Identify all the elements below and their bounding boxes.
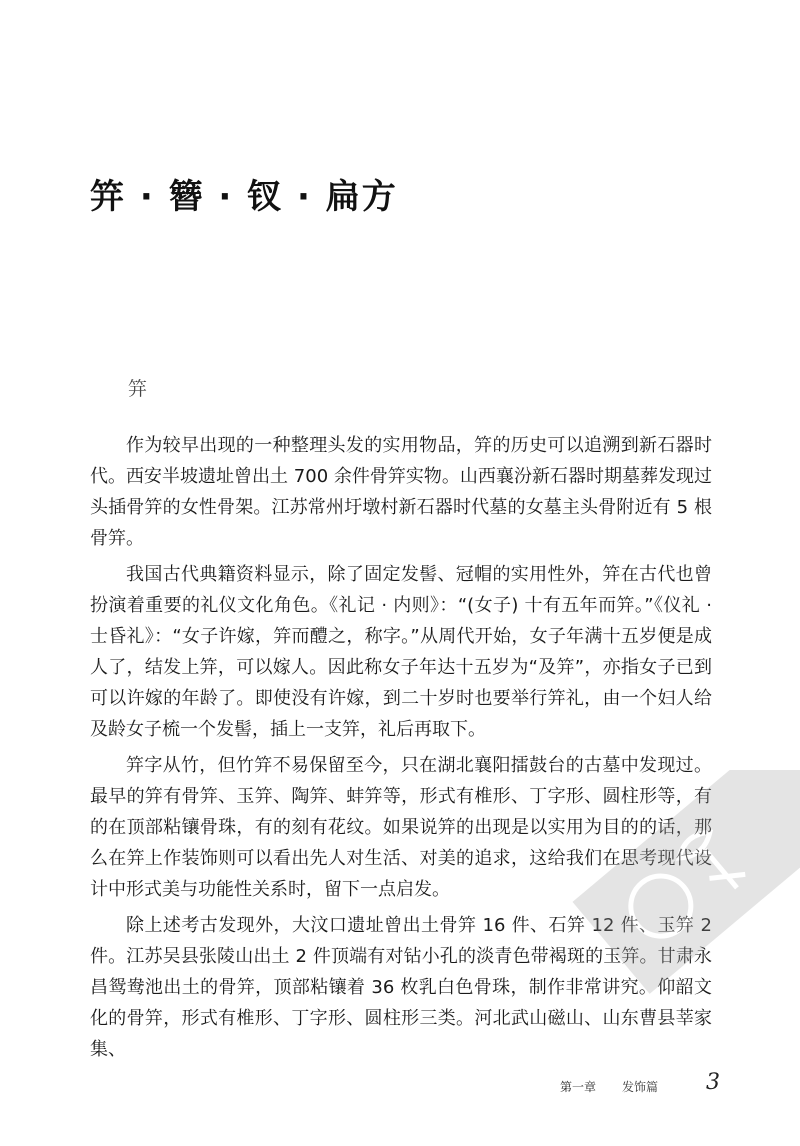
watermark-text: PDG xyxy=(740,882,798,937)
paragraph: 作为较早出现的一种整理头发的实用物品，笄的历史可以追溯到新石器时代。西安半坡遗址曾出土 700 余件骨笄实物。山西襄汾新石器时期墓葬发现过头插骨笄的女性骨架。江苏常州圩墩村新石器时代墓的女墓主头骨附近有 5 根骨笄。 xyxy=(90,435,712,549)
paragraph: 我国古代典籍资料显示，除了固定发髻、冠帽的实用性外，笄在古代也曾扮演着重要的礼仪文化角色。《礼记 · 内则》：“(女子) 十有五年而笄。”《仪礼 · 士昏礼》：“女子许嫁，笄而醴之，称字。”从周代开始，女子年满十五岁便是成人了，结发上笄，可以嫁人。因此称女子年达十五岁为“及笄”，亦指女子已到可以许嫁的年龄了。即使没有许嫁，到二十岁时也要举行笄礼，由一个妇人给及龄女子梳一个发髻，插上一支笄，礼后再取下。 xyxy=(90,564,712,740)
chapter-title: 笄 · 簪 · 钗 · 扁方 xyxy=(90,176,398,217)
page-footer xyxy=(560,1072,720,1102)
paragraph: 笄字从竹，但竹笄不易保留至今，只在湖北襄阳擂鼓台的古墓中发现过。最早的笄有骨笄、玉笄、陶笄、蚌笄等，形式有椎形、丁字形、圆柱形等，有的在顶部粘镶骨珠，有的刻有花纹。如果说笄的出现是以实用为目的的话，那么在笄上作装饰则可以看出先人对生活、对美的追求，这给我们在思考现代设计中形式美与功能性关系时，留下一点启发。 xyxy=(90,755,712,900)
footer-chapter-label: 第一章 xyxy=(560,1080,597,1094)
paragraph: 除上述考古发现外，大汶口遗址曾出土骨笄 16 件、石笄 12 件、玉笄 2 件。江苏吴县张陵山出土 2 件顶端有对钻小孔的淡青色带褐斑的玉笄。甘肃永昌鸳鸯池出土的骨笄，顶部粘镶着 36 枚乳白色骨珠，制作非常讲究。仰韶文化的骨笄，形式有椎形、丁字形、圆柱形三类。河北武山磁山、山东曹县莘家集、 xyxy=(90,915,712,1060)
watermark-band xyxy=(572,770,800,994)
section-title: 笄 xyxy=(128,378,148,400)
page-number: 3 xyxy=(706,1070,720,1095)
footer-chapter-name: 发饰篇 xyxy=(622,1080,659,1094)
watermark-seal xyxy=(560,770,800,1010)
